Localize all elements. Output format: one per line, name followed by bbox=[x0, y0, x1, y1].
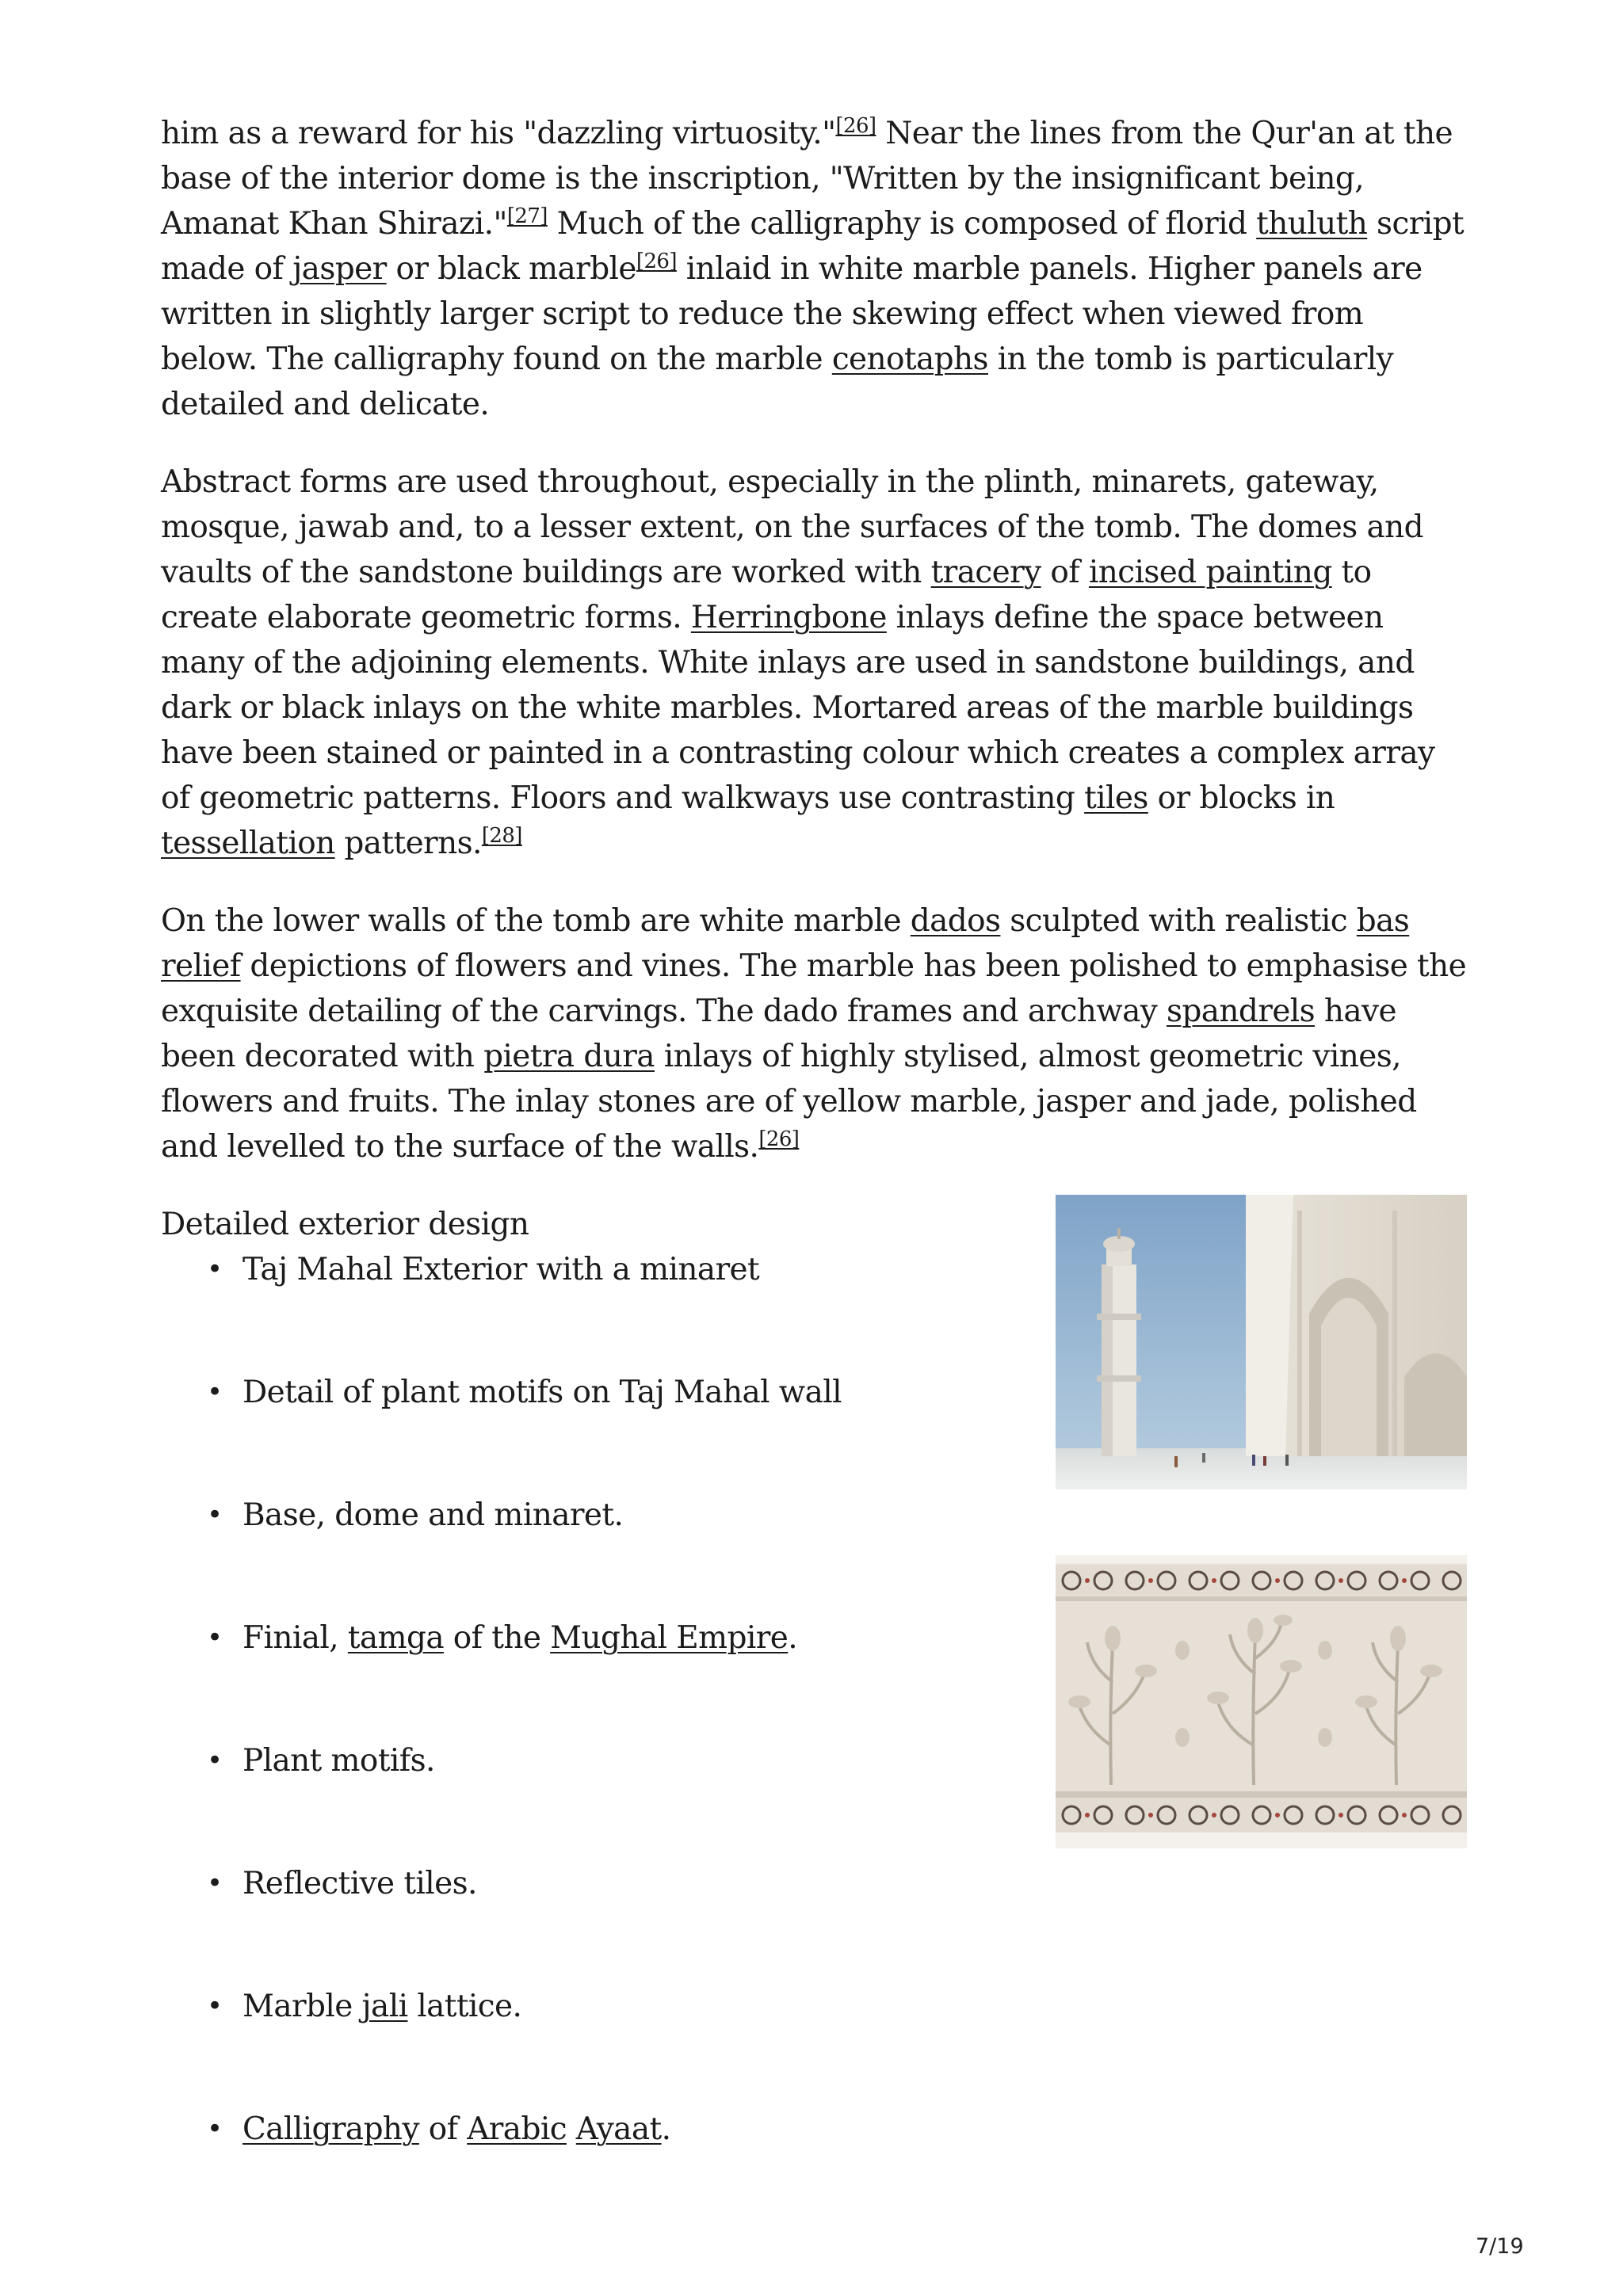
gallery-caption: Detailed exterior design bbox=[161, 1207, 529, 1242]
bullet: • bbox=[207, 1745, 223, 1776]
text: in the tomb is particularly detailed and delicate. bbox=[161, 341, 1394, 422]
link-tiles[interactable]: tiles bbox=[1084, 780, 1148, 816]
link-tamga[interactable]: tamga bbox=[347, 1620, 444, 1656]
gallery-item bbox=[161, 2107, 1468, 2229]
text: Much of the calligraphy is composed of florid bbox=[547, 206, 1257, 242]
citation-link[interactable]: [28] bbox=[481, 824, 522, 848]
text bbox=[567, 2111, 576, 2147]
link-tracery[interactable]: tracery bbox=[930, 555, 1041, 590]
text: script made of bbox=[161, 206, 1465, 287]
bullet: • bbox=[207, 1376, 223, 1408]
bullet: • bbox=[207, 2113, 223, 2145]
page-number: 7/19 bbox=[1476, 2234, 1524, 2259]
bullet: • bbox=[207, 1867, 223, 1899]
citation-26[interactable] bbox=[835, 114, 876, 138]
link-jali[interactable]: jali bbox=[361, 1989, 408, 2024]
article-body bbox=[161, 111, 1468, 2229]
text: patterns. bbox=[334, 826, 482, 861]
text: inlaid in white marble panels. Higher panels are written in slightly larger script to reduce the skewing effect when viewed from below. The calligraphy found on the marble bbox=[161, 251, 1423, 377]
link-cenotaphs[interactable]: cenotaphs bbox=[831, 341, 988, 377]
text: of the bbox=[443, 1620, 551, 1656]
link-mughal-empire[interactable]: Mughal Empire bbox=[550, 1620, 789, 1656]
gallery-item-text: Detail of plant motifs on Taj Mahal wall bbox=[242, 1375, 842, 1410]
text: inlays of highly stylised, almost geometric vines, flowers and fruits. The inlay stones are of yellow marble, jasper and jade, polished and levelled to the surface of the walls. bbox=[161, 1039, 1417, 1165]
bullet: • bbox=[207, 1622, 223, 1653]
gallery-item-text: Base, dome and minaret. bbox=[242, 1497, 624, 1533]
gallery-item bbox=[161, 1984, 1468, 2107]
text: lattice. bbox=[407, 1989, 522, 2024]
link-arabic[interactable]: Arabic bbox=[467, 2111, 567, 2147]
photo-minaret bbox=[1056, 1195, 1467, 1489]
link-calligraphy[interactable]: Calligraphy bbox=[242, 2111, 419, 2147]
link-incised-painting[interactable]: incised painting bbox=[1088, 555, 1332, 590]
text: or black marble bbox=[386, 251, 636, 287]
gallery-item bbox=[161, 1861, 1468, 1984]
text: have been decorated with bbox=[161, 994, 1396, 1074]
text: inlays define the space between many of the adjoining elements. White inlays are used in sandstone buildings, and dark or black inlays on the white marbles. Mortared areas of the marble buildings have been stained or painted in a contrasting colour which creates a complex array of geometric patterns. Floors and walkways use contrasting bbox=[161, 600, 1435, 816]
text: sculpted with realistic bbox=[1000, 903, 1357, 939]
link-pietra-dura[interactable]: pietra dura bbox=[483, 1039, 655, 1074]
citation-26[interactable] bbox=[636, 250, 677, 273]
gallery-item-text: Reflective tiles. bbox=[242, 1866, 477, 1901]
citation-link[interactable]: [26] bbox=[636, 250, 677, 273]
citation-26[interactable] bbox=[758, 1127, 799, 1151]
bullet: • bbox=[207, 1499, 223, 1531]
text: . bbox=[788, 1620, 798, 1656]
citation-28[interactable] bbox=[482, 824, 522, 848]
link-jasper[interactable]: jasper bbox=[292, 251, 387, 287]
link-bas-relief[interactable]: bas relief bbox=[161, 903, 1410, 984]
text: On the lower walls of the tomb are white marble bbox=[161, 903, 911, 939]
text: . bbox=[661, 2111, 671, 2147]
taj-mahal-minaret-image[interactable] bbox=[1056, 1195, 1467, 1489]
link-dados[interactable]: dados bbox=[910, 903, 1001, 939]
citation-link[interactable]: [27] bbox=[506, 204, 548, 228]
paragraph-dados bbox=[161, 898, 1468, 1169]
link-tessellation[interactable]: tessellation bbox=[161, 826, 335, 861]
paragraph-abstract-forms bbox=[161, 460, 1468, 866]
gallery-item-text: Taj Mahal Exterior with a minaret bbox=[242, 1252, 760, 1287]
citation-27[interactable] bbox=[507, 204, 548, 228]
paragraph-calligraphy bbox=[161, 111, 1468, 427]
link-spandrels[interactable]: spandrels bbox=[1166, 994, 1316, 1029]
text: depictions of flowers and vines. The marble has been polished to emphasise the exquisite detailing of the carvings. The dado frames and archway bbox=[161, 948, 1467, 1029]
text: to create elaborate geometric forms. bbox=[161, 555, 1372, 635]
gallery-item-text: Plant motifs. bbox=[242, 1743, 435, 1779]
bullet: • bbox=[207, 1253, 223, 1285]
text: or blocks in bbox=[1148, 780, 1335, 816]
link-thuluth[interactable]: thuluth bbox=[1256, 206, 1368, 242]
citation-link[interactable]: [26] bbox=[758, 1127, 800, 1151]
link-herringbone[interactable]: Herringbone bbox=[690, 600, 887, 635]
link-ayaat[interactable]: Ayaat bbox=[575, 2111, 662, 2147]
text: of bbox=[418, 2111, 468, 2147]
text: Near the lines from the Qur'an at the base of the interior dome is the inscription, "Written by the insignificant being, Amanat Khan Shirazi." bbox=[161, 116, 1453, 242]
text: Marble bbox=[242, 1989, 362, 2024]
bullet: • bbox=[207, 1990, 223, 2022]
plant-motifs-image[interactable] bbox=[1056, 1555, 1467, 1848]
text: of bbox=[1041, 555, 1089, 590]
text: him as a reward for his "dazzling virtuosity." bbox=[161, 116, 836, 151]
citation-link[interactable]: [26] bbox=[835, 114, 876, 138]
text: Finial, bbox=[242, 1620, 348, 1656]
text: Abstract forms are used throughout, especially in the plinth, minarets, gateway, mosque, jawab and, to a lesser extent, on the surfaces of the tomb. The domes and vaults of the sandstone buildings are worked with bbox=[161, 464, 1423, 590]
photo-plant-motifs bbox=[1056, 1555, 1467, 1848]
